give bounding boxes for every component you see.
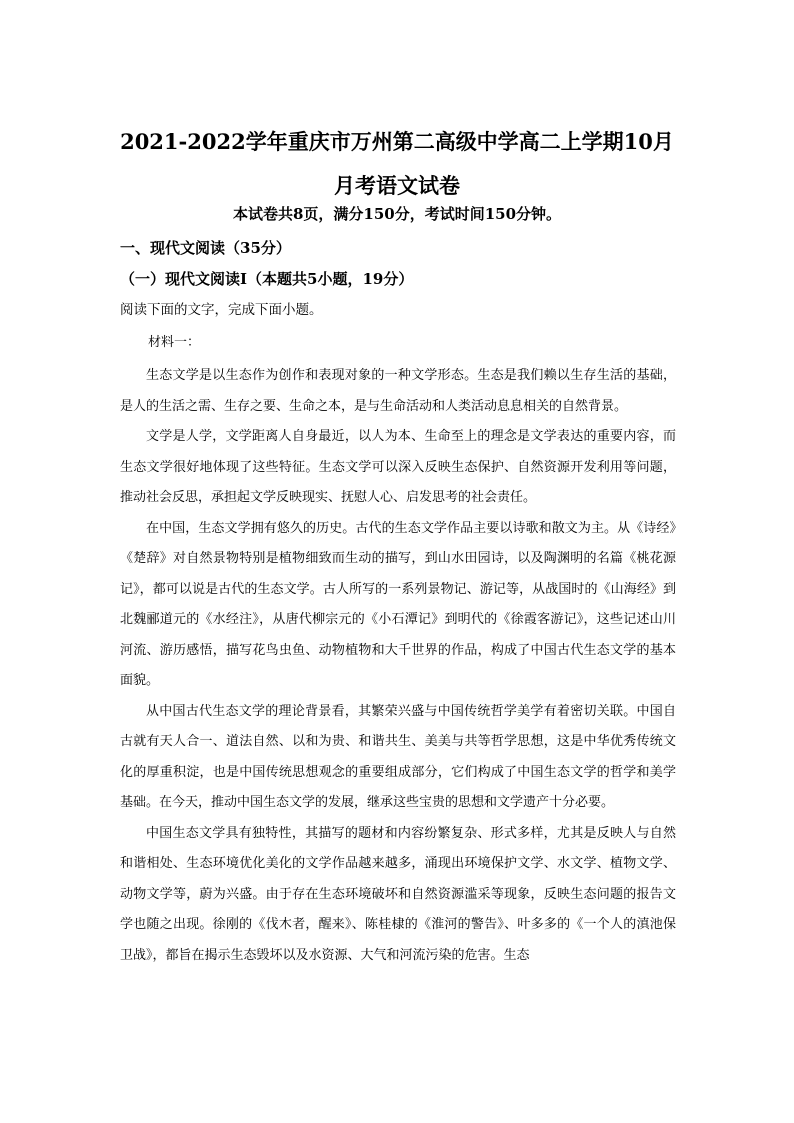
section-heading: 一、现代文阅读（35分） (120, 239, 291, 257)
paragraph: 文学是人学，文学距离人自身最近，以人为本、生命至上的理念是文学表达的重要内容，而生态文学很好地体现了这些特征。生态文学可以深入反映生态保护、自然资源开发利用等问题，推动社会反思，承担起文学反映现实、抚慰人心、启发思考的社会责任。 (120, 429, 676, 505)
paragraph: 从中国古代生态文学的理论背景看，其繁荣兴盛与中国传统哲学美学有着密切关联。中国自古就有天人合一、道法自然、以和为贵、和谐共生、美美与共等哲学思想，这是中华优秀传统文化的厚重积淀，也是中国传统思想观念的重要组成部分，它们构成了中国生态文学的哲学和美学基础。在今天，推动中国生态文学的发展，继承这些宝贵的思想和文学遗产十分必要。 (120, 703, 676, 810)
passage-body (120, 361, 676, 971)
exam-title-line-2: 月考语文试卷 (334, 173, 460, 198)
subsection-heading: （一）现代文阅读Ⅰ（本题共5小题，19分） (120, 270, 414, 288)
material-label: 材料一： (148, 335, 201, 350)
paragraph: 中国生态文学具有独特性，其描写的题材和内容纷繁复杂、形式多样，尤其是反映人与自然和谐相处、生态环境优化美化的文学作品越来越多，涌现出环境保护文学、水文学、植物文学、动物文学等，蔚为兴盛。由于存在生态环境破坏和自然资源滥采等现象，反映生态问题的报告文学也随之出现。徐刚的《伐木者，醒来》、陈桂棣的《淮河的警告》、叶多多的《一个人的滇池保卫战》，都旨在揭示生态毁坏以及水资源、大气和河流污染的危害。生态 (120, 825, 676, 963)
paragraph: 在中国，生态文学拥有悠久的历史。古代的生态文学作品主要以诗歌和散文为主。从《诗经》《楚辞》对自然景物特别是植物细致而生动的描写，到山水田园诗，以及陶渊明的名篇《桃花源记》，都可以说是古代的生态文学。古人所写的一系列景物记、游记等，从战国时的《山海经》到北魏郦道元的《水经注》，从唐代柳宗元的《小石潭记》到明代的《徐霞客游记》，这些记述山川河流、游历感悟，描写花鸟虫鱼、动物植物和大千世界的作品，构成了中国古代生态文学的基本面貌。 (120, 520, 676, 688)
exam-info: 本试卷共8页，满分150分，考试时间150分钟。 (232, 205, 562, 223)
paragraph: 生态文学是以生态作为创作和表现对象的一种文学形态。生态是我们赖以生存生活的基础，是人的生活之需、生存之要、生命之本，是与生命活动和人类活动息息相关的自然背景。 (120, 368, 676, 414)
exam-title-line-1: 2021-2022学年重庆市万州第二高级中学高二上学期10月 (120, 129, 674, 154)
reading-instruction: 阅读下面的文字，完成下面小题。 (120, 302, 323, 318)
